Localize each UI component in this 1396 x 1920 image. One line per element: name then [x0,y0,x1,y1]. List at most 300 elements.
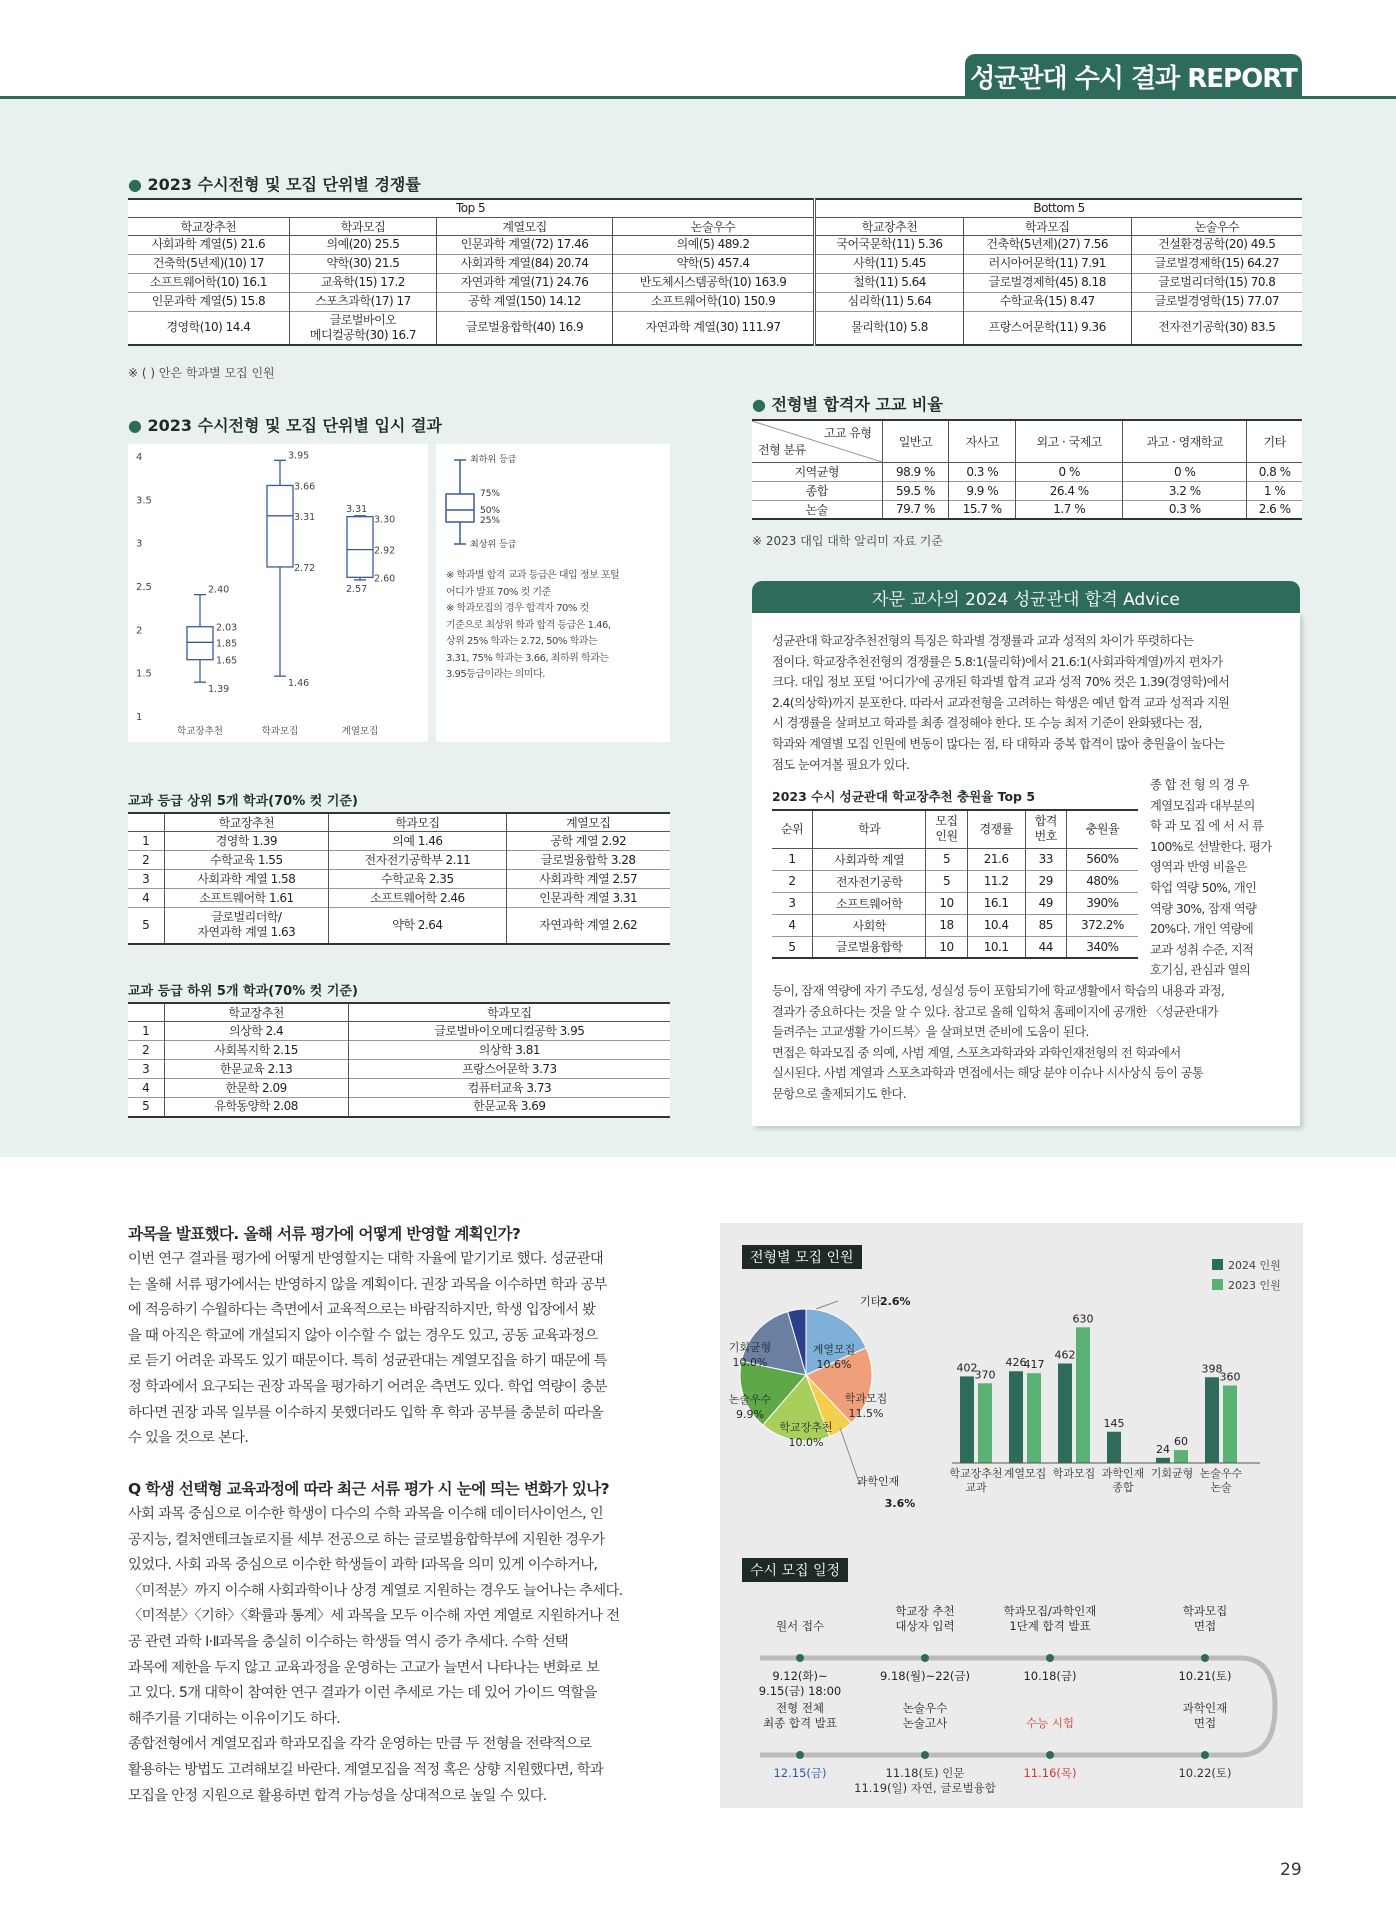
boxplot-legend-diagram [436,444,670,564]
info-panel [720,1223,1303,1808]
table-cell: 글로벌경영학(15) 77.07 [1131,292,1302,311]
table-cell: 26.4 % [1016,481,1123,500]
table-row [752,481,1302,500]
boxplot-note-line: 기준으로 최상위 학과 합격 등급은 1.46, [446,619,611,631]
table-cell: 33 [1025,848,1066,870]
y-tick-label: 2 [136,625,143,637]
table-cell: 인문과학 계열(72) 17.46 [437,235,613,254]
bar-value-label: 398 [1201,1362,1223,1376]
bar-value-label: 462 [1054,1348,1076,1362]
bar-category-label: 학교장추천 [949,1467,1003,1480]
schedule-dot [1201,1654,1209,1662]
schedule-label: 1단계 합격 발표 [1009,1619,1091,1633]
schedule-label: 최종 합격 발표 [763,1716,837,1730]
article-answer-1 [128,1247,652,1452]
bar [1058,1363,1072,1463]
table-cell: 2 [142,852,150,867]
competition-note: ※ ( ) 안은 학과별 모집 인원 [128,366,275,380]
advice-side-line: 종 합 전 형 의 경 우 [1150,778,1249,792]
bar-category-label: 기회균형 [1150,1467,1194,1480]
article-question-1: 과목을 발표했다. 올해 서류 평가에 어떻게 반영할 계획인가? [128,1225,521,1243]
recruit-title: 전형별 모집 인원 [742,1245,862,1269]
table-cell: 59.5 % [882,481,949,500]
table-cell: 372.2% [1066,914,1138,936]
table-cell: 4 [142,890,150,905]
table-cell: 전자전기공학 [812,870,925,892]
schedule-date: 11.18(토) 인문 [885,1766,965,1780]
table-row [128,254,1302,273]
advice-side-line: 교과 성취 수준, 지적 [1150,942,1254,957]
top5-table [128,812,670,945]
box-rect [187,627,213,660]
advice-grid [772,809,1138,959]
table-cell: 1 [788,852,796,866]
legend-swatch [1212,1259,1223,1270]
advice-table [772,809,1138,959]
table-cell: 자연과학 계열(71) 24.76 [437,273,613,292]
table-cell: 560% [1066,848,1138,870]
boxplot-note-line: ※ 학과모집의 경우 합격자 70% 컷 [446,603,589,614]
table-row [128,1041,670,1060]
school-type-grid [752,419,1302,520]
table-cell: 5 [926,848,967,870]
advice-line: 등이, 잠재 역량에 자기 주도성, 성실성 등이 포함되기에 학교생활에서 학습의 내용과 과정, [772,984,1225,998]
y-tick-label: 2.5 [136,582,152,593]
competition-table [128,198,1302,346]
schedule-date: 9.15(금) 18:00 [758,1684,842,1698]
advice-side-line: 계열모집과 대부분의 [1150,798,1255,813]
table-cell: 1 [142,1023,150,1038]
competition-grid [128,198,1302,346]
table-cell: 한문교육 3.69 [348,1098,670,1117]
column-header: 학과모집 [963,217,1131,235]
legend-75: 75% [480,489,501,499]
table-cell: 0 % [1123,462,1247,481]
advice-line: 면접은 학과모집 중 의예, 사범 계열, 스포츠과학과와 과학인재전형의 전 학과에서 [772,1045,1181,1060]
table-cell: 0 % [1016,462,1123,481]
box-value-label: 2.40 [208,584,230,596]
advice-line: 결과가 중요하다는 것을 알 수 있다. 참고로 올해 입학처 홈페이지에 공개한 〈성균관대가 [772,1004,1219,1019]
article-answer-2 [128,1502,652,1809]
article-line: 수 있을 것으로 본다. [128,1430,249,1447]
table-cell: 글로벌리더학(15) 70.8 [1131,273,1302,292]
advice-paragraph-2 [772,981,1280,1105]
table-cell: 글로벌바이오 메디컬공학(30) 16.7 [289,311,436,345]
table-cell: 15.7 % [949,500,1016,519]
column-header: 학과모집 [289,217,436,235]
schedule-dot [921,1751,929,1759]
schedule-label: 학과모집/과학인재 [1003,1604,1097,1618]
schedule-dot [1201,1751,1209,1759]
boxplot-note-line: ※ 학과별 합격 교과 등급은 대입 정보 포털 [446,570,620,581]
bar-value-label: 360 [1219,1370,1241,1384]
schedule-date: 12.15(금) [773,1766,827,1780]
article-line: 종합전형에서 계열모집과 학과모집을 각각 운영하는 만큼 두 전형을 전략적으로 [128,1736,592,1753]
advice-side-line: 호기심, 관심과 열의 [1150,963,1251,978]
table-row [128,889,670,908]
legend-min: 최하위 등급 [470,455,517,465]
table-cell: 수학교육 2.35 [329,870,506,889]
bar-category-sub: 교과 [965,1481,987,1494]
schedule-label: 논술우수 [902,1701,948,1715]
advice-side-line: 100%로 선발한다. 평가 [1150,839,1272,854]
boxplot-title: ● 2023 수시전형 및 모집 단위별 입시 결과 [128,413,442,436]
pie-slice-name: 논술우수 [728,1393,772,1406]
schedule-label: 전형 전체 [775,1701,825,1715]
table-cell: 스포츠과학(17) 17 [289,292,436,311]
table-cell: 전자전기공학(30) 83.5 [1131,311,1302,345]
table-row [752,500,1302,519]
bottom5-header: Bottom 5 [815,199,1302,217]
pie-slice-name: 계열모집 [812,1343,856,1356]
article-line: 는 올해 서류 평가에서는 반영하지 않을 계획이다. 권장 과목을 이수하면 학과 공부 [128,1276,607,1293]
table-cell: 사회과학 계열(5) 21.6 [151,237,266,251]
table-cell: 의상학 3.81 [348,1041,670,1060]
bar-value-label: 370 [974,1368,996,1382]
article-question-2: Q 학생 선택형 교육과정에 따라 최근 서류 평가 시 눈에 띄는 변화가 있나? [128,1480,609,1498]
y-tick-label: 3 [136,538,143,550]
schedule-label: 면접 [1193,1716,1217,1730]
article-line: 을 때 아직은 학교에 개설되지 않아 이수할 수 없는 경우도 있고, 공동 교육과정으 [128,1327,598,1344]
competition-title: ● 2023 수시전형 및 모집 단위별 경쟁률 [128,172,421,195]
pie-slice-label: 10.0% [788,1436,824,1449]
pie-slice-name: 학과모집 [844,1392,888,1405]
column-header: 합격 번호 [1025,810,1066,848]
advice-line: 성균관대 학교장추천전형의 특징은 학과별 경쟁률과 교과 성적의 차이가 뚜렷하다는 [772,634,1194,648]
bar-value-label: 60 [1174,1435,1188,1449]
x-category-label: 학과모집 [261,726,299,737]
table-cell: 글로벌경제학(45) 8.18 [963,273,1131,292]
table-cell: 11.2 [967,870,1025,892]
table-cell: 러시아어문학(11) 7.91 [963,254,1131,273]
column-header: 자사고 [949,420,1016,462]
boxplot-note-line: 어디가 발표 70% 컷 기준 [446,586,551,598]
table-row [128,311,1302,345]
table-cell: 수학교육 1.55 [164,851,329,870]
bar-value-label: 24 [1156,1442,1170,1456]
bar-category-label: 과학인재 [1101,1467,1145,1480]
bar [1156,1458,1170,1463]
table-cell: 79.7 % [882,500,949,519]
table-cell: 0.3 % [949,462,1016,481]
table-row [772,848,1138,870]
table-cell: 사회과학 계열(84) 20.74 [437,254,613,273]
table-cell: 건설환경공학(20) 49.5 [1131,235,1302,254]
box-value-label: 1.65 [216,655,238,667]
table-cell: 98.9 % [882,462,949,481]
schedule-date: 11.19(일) 자연, 글로벌융합 [854,1781,996,1795]
top5-header: Top 5 [455,201,486,216]
table-cell: 0.3 % [1123,500,1247,519]
schedule-date: 10.21(토) [1178,1669,1232,1683]
advice-line: 들려주는 고교생활 가이드북〉을 살펴보면 준비에 도움이 된다. [772,1025,1089,1040]
article-line: 〈미적분〉까지 이수해 사회과학이나 상경 계열로 지원하는 경우도 늘어나는 추세다. [128,1582,623,1599]
column-header: 과고 · 영재학교 [1123,420,1247,462]
advice-side-line: 학업 역량 50%, 개인 [1150,880,1257,895]
table-row [128,1098,670,1117]
table-cell: 소프트웨어학(10) 16.1 [149,275,268,289]
pie-slice-name: 과학인재 [856,1475,900,1488]
table-cell: 5 [788,939,796,954]
table-cell: 반도체시스템공학(10) 163.9 [612,273,814,292]
table-cell: 3.2 % [1123,481,1247,500]
bar-value-label: 417 [1023,1358,1045,1372]
schedule-date: 10.22(토) [1178,1766,1232,1780]
schedule-label: 대상자 입력 [895,1619,955,1633]
table-cell: 자연과학 계열 2.62 [506,908,670,944]
table-cell: 0.8 % [1247,462,1302,481]
article-line: 정 학과에서 요구되는 권장 과목을 평가하기 어려운 측면도 있다. 학업 역량이 충분 [128,1378,607,1395]
table-cell: 공학 계열 2.92 [506,832,670,851]
table-cell: 44 [1025,936,1066,958]
table-row [128,851,670,870]
table-cell: 글로벌경제학(15) 64.27 [1131,254,1302,273]
column-header: 외고 · 국제고 [1016,420,1123,462]
pie-slice-label: 10.6% [816,1358,852,1371]
advice-box [752,613,1300,1126]
schedule-dot [796,1751,804,1759]
table-cell: 소프트웨어학 2.46 [329,889,506,908]
top5-grid [128,812,670,945]
table-row [128,1022,670,1041]
table-cell: 글로벌융합학 [812,936,925,958]
table-cell: 약학(30) 21.5 [289,254,436,273]
column-header: 학교장추천 [815,217,964,235]
table-cell: 약학 2.64 [329,908,506,944]
advice-line: 2.4(의상학)까지 분포한다. 따라서 교과전형을 고려하는 학생은 예년 합격 교과 성적과 지원 [772,695,1230,710]
pie-slice-label: 9.9% [736,1408,764,1421]
table-cell: 약학(5) 457.4 [612,254,814,273]
table-cell: 공학 계열(150) 14.12 [437,292,613,311]
schedule-dot [796,1654,804,1662]
table-row [752,462,1302,481]
table-row [128,908,670,944]
table-row [772,936,1138,958]
advice-title: 자문 교사의 2024 성균관대 합격 Advice [752,581,1300,613]
box-value-label: 3.31 [294,511,316,523]
schedule-dot [921,1654,929,1662]
advice-side-line: 역량 30%, 잠재 역량 [1150,901,1257,916]
table-cell: 9.9 % [949,481,1016,500]
schedule-dot [1046,1654,1054,1662]
column-header: 학과모집 [348,1003,670,1022]
bar [1009,1371,1023,1463]
schedule-label: 학과모집 [1182,1604,1228,1618]
schedule-timeline [720,1573,1303,1803]
table-cell: 4 [788,918,796,932]
report-title: 성균관대 수시 결과 REPORT [965,54,1302,98]
schedule-label: 면접 [1193,1619,1217,1633]
table-cell: 29 [1025,870,1066,892]
article-line: 이번 연구 결과를 평가에 어떻게 반영할지는 대학 자율에 맡기기로 했다. 성균관대 [128,1251,603,1267]
schedule-label: 과학인재 [1182,1701,1228,1715]
box-value-label: 2.03 [216,622,238,634]
table-row [772,870,1138,892]
table-cell: 심리학(11) 5.64 [815,292,964,311]
article-line: 과목에 제한을 두지 않고 교육과정을 운영하는 고교가 늘면서 나타나는 변화로 보 [128,1659,600,1676]
table-cell: 49 [1025,892,1066,914]
table-cell: 소프트웨어학(10) 150.9 [612,292,814,311]
advice-line: 점이다. 학교장추천전형의 경쟁률은 5.8:1(물리학)에서 21.6:1(사회과학계열)까지 편차가 [772,654,1223,669]
column-header: 학교장추천 [164,1003,348,1022]
schedule-label: 학교장 추천 [895,1604,955,1618]
column-header: 기타 [1247,420,1302,462]
table-cell: 의예(20) 25.5 [289,235,436,254]
schedule-date: 10.18(금) [1023,1669,1077,1683]
article-line: 하다면 권장 과목 일부를 이수하지 못했더라도 입학 후 학과 공부를 충분히 따라올 [128,1404,603,1421]
y-tick-label: 1.5 [136,668,152,680]
table-cell: 한문교육 2.13 [164,1060,348,1079]
box-value-label: 2.60 [374,573,396,585]
table-cell: 340% [1066,936,1138,958]
table-cell: 논술 [805,502,828,517]
school-type-note: ※ 2023 대입 대학 알리미 자료 기준 [752,534,943,548]
table-cell: 의예(5) 489.2 [612,235,814,254]
legend-max: 최상위 등급 [470,540,517,550]
bottom5-grid [128,1002,670,1118]
corner-top: 고교 유형 [823,426,872,441]
table-cell: 3 [142,871,150,886]
table-cell: 소프트웨어학 [812,892,925,914]
table-cell: 글로벌융합학(40) 16.9 [437,311,613,345]
column-header: 학교장추천 [164,813,329,832]
pie-slice-name: 학교장추천 [779,1421,833,1434]
box-value-label: 3.30 [374,514,396,526]
advice-side-line: 학 과 모 집 에 서 서 류 [1150,819,1264,834]
box-rect [267,485,293,566]
column-header [128,813,164,832]
page-number: 29 [1280,1860,1302,1880]
table-row [128,1079,670,1098]
y-tick-label: 1 [136,712,143,723]
table-cell: 인문과학 계열 3.31 [506,889,670,908]
table-row [128,235,1302,254]
schedule-dot [1046,1751,1054,1759]
table-cell: 경영학(10) 14.4 [166,320,251,335]
box-value-label: 2.72 [294,562,316,574]
schedule-date: 11.16(목) [1023,1766,1077,1780]
advice-table-title: 2023 수시 성균관대 학교장추천 충원율 Top 5 [772,789,1036,804]
column-header [128,1003,164,1022]
bar-category-sub: 논술 [1210,1481,1232,1494]
advice-side-line: 20%다. 개인 역량에 [1150,922,1254,937]
table-cell: 경영학 1.39 [164,832,329,851]
table-cell: 의예 1.46 [329,832,506,851]
table-cell: 건축학(5년제)(10) 17 [152,256,264,270]
table-cell: 건축학(5년제)(27) 7.56 [963,235,1131,254]
table-cell: 5 [926,870,967,892]
box-value-label: 3.95 [288,450,310,462]
table-cell: 국어국문학(11) 5.36 [815,235,964,254]
table-cell: 사회과학 계열 2.57 [506,870,670,889]
schedule-title: 수시 모집 일정 [742,1558,848,1582]
table-cell: 사회과학 계열 1.58 [164,870,329,889]
table-cell: 10.1 [967,936,1025,958]
advice-line: 크다. 대입 정보 포털 '어디가'에 공개된 학과별 합격 교과 성적 70% 컷은 1.39(경영학)에서 [772,675,1230,690]
article-line: 활용하는 방법도 고려해보길 바란다. 계열모집을 적정 혹은 상향 지원했다면, 학과 [128,1761,603,1778]
table-cell: 글로벌리더학/ 자연과학 계열 1.63 [164,908,329,944]
boxplot-notes [446,568,619,684]
article-line: 공지능, 컬처앤테크놀로지를 세부 전공으로 하는 글로벌융합학부에 지원한 경우가 [128,1531,605,1548]
table-cell: 수학교육(15) 8.47 [963,292,1131,311]
legend-label: 2023 인원 [1228,1279,1281,1292]
article-line: 로 듣기 어려운 과목도 있기 때문이다. 특히 성균관대는 계열모집을 하기 때문에 특 [128,1353,607,1370]
advice-side-text [1150,775,1280,981]
table-cell: 사학(11) 5.45 [815,254,964,273]
schedule-label: 원서 접수 [775,1619,825,1633]
boxplot-panel [128,444,428,742]
advice-paragraph-1 [772,631,1280,775]
bar-category-label: 계열모집 [1003,1467,1047,1480]
table-cell: 유학동양학 2.08 [164,1098,348,1117]
table-cell: 5 [142,1099,150,1114]
article-line: 사회 과목 중심으로 이수한 학생이 다수의 수학 과목을 이수해 데이터사이언스, 인 [128,1506,603,1522]
boxplot-legend-panel [436,444,670,742]
bar [1174,1450,1188,1463]
table-cell: 자연과학 계열(30) 111.97 [612,311,814,345]
bar [1223,1385,1237,1463]
table-cell: 사회복지학 2.15 [164,1041,348,1060]
legend-50: 50% [480,506,501,516]
corner-header [752,420,882,462]
box-value-label: 3.31 [346,503,368,515]
table-cell: 사회과학 계열 [812,848,925,870]
table-cell: 2 [142,1042,150,1057]
table-cell: 3 [788,896,796,910]
advice-line: 실시된다. 사범 계열과 스포츠과학과 면접에서는 해당 분야 이슈나 시사상식 등이 공통 [772,1066,1204,1081]
bar-category-sub: 종합 [1112,1481,1134,1494]
table-cell: 교육학(15) 17.2 [289,273,436,292]
article-line: 모집을 안정 지원으로 활용하면 합격 가능성을 상대적으로 높일 수 있다. [128,1787,547,1804]
boxplot-note-line: 3.95등급이라는 의미다. [446,669,545,680]
box-value-label: 1.39 [208,684,230,696]
advice-line: 문항으로 출제되기도 한다. [772,1086,906,1101]
column-header: 논술우수 [1131,217,1302,235]
article-line: 고 있다. 5개 대학이 참여한 연구 결과가 이런 추세로 가는 데 있어 가이드 역할을 [128,1685,597,1702]
table-row [128,832,670,851]
table-cell: 1 [142,833,150,848]
table-cell: 1 % [1247,481,1302,500]
bar [978,1383,992,1463]
table-cell: 5 [142,917,150,932]
table-cell: 인문과학 계열(5) 15.8 [151,294,266,308]
column-header: 일반고 [882,420,949,462]
bar-value-label: 426 [1005,1356,1027,1370]
x-category-label: 계열모집 [341,726,379,737]
table-cell: 2 [788,874,796,888]
schedule-date: 9.18(월)~22(금) [879,1669,971,1683]
column-header: 모집 인원 [926,810,967,848]
table-cell: 종합 [805,484,828,498]
table-cell: 지역균형 [794,465,839,479]
table-row [772,914,1138,936]
table-cell: 10 [926,936,967,958]
table-cell: 390% [1066,892,1138,914]
table-cell: 16.1 [967,892,1025,914]
bar [1027,1373,1041,1463]
table-cell: 한문학 2.09 [164,1079,348,1098]
advice-line: 시 경쟁률을 살펴보고 학과를 최종 결정해야 한다. 또 수능 최저 기준이 완화됐다는 점, [772,716,1202,731]
boxplot-chart [128,444,428,742]
y-tick-label: 4 [136,452,143,463]
table-cell: 프랑스어문학 3.73 [348,1060,670,1079]
column-header: 충원율 [1066,810,1138,848]
bar-category-label: 논술우수 [1199,1467,1243,1480]
pie-slice-label: 3.6% [884,1497,916,1510]
table-cell: 전자전기공학부 2.11 [329,851,506,870]
box-value-label: 1.85 [216,638,238,650]
table-cell: 사회학 [812,914,925,936]
